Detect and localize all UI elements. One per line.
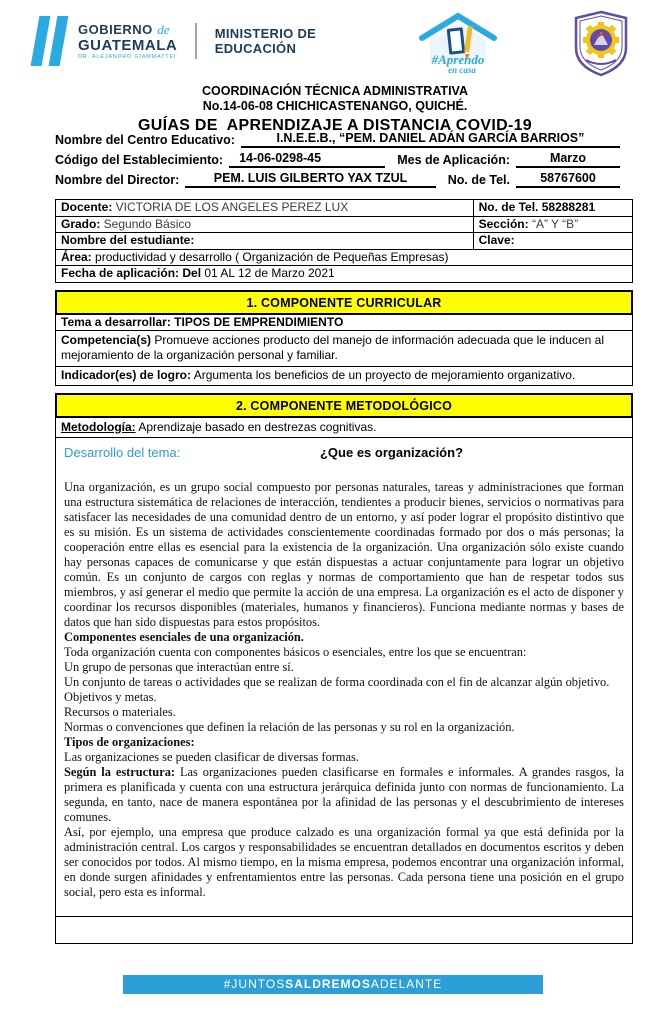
desarrollo-line [64, 446, 624, 460]
componentes-line: Objetivos y metas. [64, 689, 157, 704]
teacher-info-section [55, 199, 633, 283]
gobierno-word: GOBIERNO [78, 21, 153, 37]
coordination-title-line1: COORDINACIÓN TÉCNICA ADMINISTRATIVA [202, 84, 468, 98]
estructura-label: Según la estructura: [64, 764, 176, 779]
curricular-section [55, 315, 633, 386]
footer-bold: SALDREMOS [285, 977, 371, 991]
tel-value: 58288281 [538, 200, 596, 214]
codigo-label: Código del Establecimiento: [55, 153, 224, 167]
competencia-text: Promueve acciones producto del manejo de información adecuada que le inducen al mejoramiento de la organización personal y familiar. [61, 333, 604, 362]
section2-banner: 2. COMPONENTE METODOLÓGICO [55, 393, 633, 418]
title-block [0, 84, 670, 135]
seccion-value: “A” Y “B” [528, 216, 579, 231]
svg-text:en casa: en casa [448, 65, 476, 75]
section1-banner: 1. COMPONENTE CURRICULAR [55, 290, 633, 315]
desarrollo-label: Desarrollo del tema: [64, 445, 181, 460]
header-logos [35, 10, 642, 82]
school-shield-icon [570, 10, 632, 78]
estudiante-label: Nombre del estudiante: [61, 233, 195, 247]
centro-value: I.N.E.E.B., “PEM. DANIEL ADÁN GARCÍA BARRIOS” [241, 131, 620, 148]
table-row-area [56, 250, 632, 267]
table-row-indicador [56, 367, 632, 385]
area-label: Área: [61, 249, 92, 264]
footer-tail: ADELANTE [370, 977, 443, 991]
table-row-metodologia [56, 418, 632, 439]
centro-label: Nombre del Centro Educativo: [55, 133, 235, 147]
table-row-fecha [56, 266, 632, 282]
guatemala-flag-bars-icon [31, 16, 69, 66]
area-value: productividad y desarrollo ( Organización de Pequeñas Empresas) [91, 249, 449, 264]
school-crest-logo [570, 10, 632, 78]
tipos-line: Las organizaciones se pueden clasificar de diversas formas. [64, 749, 359, 764]
director-value: PEM. LUIS GILBERTO YAX TZUL [185, 171, 435, 188]
competencia-label: Competencia(s) [61, 333, 152, 347]
body-paragraph-1: Una organización, es un grupo social compuesto por personas naturales, tareas y administraciones que forman una estructura sistemática de relaciones de interacción, tendientes a producir bienes, servicios o normativas para satisfacer las necesidades de una comunidad dentro de un entorno, y así poder lograr el propósito distintivo que es su misión. Es un sistema de actividades conscientemente coordinadas formado por dos o más personas; la cooperación entre ellas es esencial para la existencia de la organización. Una organización sólo existe cuando hay personas capaces de comunicarse y que están dispuestas a actuar conjuntamente para lograr un objetivo común. Es un conjunto de cargos con reglas y normas de comportamiento que han de respetar todos sus miembros, y así generar el medio que permite la acción de una empresa. La organización es el acto de disponer y coordinar los recursos disponibles (materiales, humanos y financieros). Funciona mediante normas y bases de datos que han sido dispuestas para estos propósitos. [64, 479, 624, 629]
svg-text:#Aprendo: #Aprendo [431, 52, 485, 67]
aprendo-en-casa-logo [408, 10, 508, 76]
metodologia-text: Aprendizaje basado en destrezas cognitivas. [135, 419, 377, 434]
estructura-text: Las organizaciones pueden clasificarse en formales e informales. A grandes rasgos, la primera es planificada y cuenta con una estructura jerárquica definida junto con normas de funcionamiento. La segunda, en tanto, nace de manera espontánea por la afinidad de las personas y el descubrimiento de intereses comunes. [64, 764, 624, 824]
table-row-estudiante [56, 233, 632, 250]
guide-table [55, 199, 633, 944]
centro-educativo-row [55, 131, 620, 148]
codigo-mes-row [55, 151, 620, 168]
componentes-line: Toda organización cuenta con componentes básicos o esenciales, entre los que se encuentran: [64, 644, 527, 659]
metodologico-section [55, 418, 633, 945]
indicador-label: Indicador(es) de logro: [61, 368, 192, 382]
desarrollo-question: ¿Que es organización? [319, 445, 464, 460]
director-tel-row [55, 171, 620, 188]
tema-value: TIPOS DE EMPRENDIMIENTO [170, 314, 344, 329]
logo-divider [195, 23, 197, 59]
componentes-line: Normas o convenciones que definen la relación de las personas y su rol en la organización. [64, 719, 515, 734]
government-logo-text [78, 22, 177, 61]
coordination-title-line2: No.14-06-08 CHICHICASTENANGO, QUICHÉ. [202, 99, 468, 113]
grado-label: Grado: [61, 216, 101, 231]
codigo-value: 14-06-0298-45 [229, 151, 385, 168]
docente-value: VICTORIA DE LOS ANGELES PEREZ LUX [112, 200, 349, 214]
table-row-body [56, 438, 632, 917]
tel-director-value: 58767600 [516, 171, 620, 188]
mes-value: Marzo [516, 151, 620, 168]
table-row-competencia [56, 331, 632, 367]
indicador-text: Argumenta los beneficios de un proyecto de mejoramiento organizativo. [191, 368, 576, 382]
docente-label: Docente: [61, 200, 113, 214]
componentes-line: Recursos o materiales. [64, 704, 176, 719]
tema-label: Tema a desarrollar: [61, 314, 171, 329]
fecha-label: Fecha de aplicación: Del [61, 266, 202, 280]
guatemala-word: GUATEMALA [78, 36, 178, 54]
president-name: DR. ALEJANDRO GIAMMATTEI [78, 53, 177, 60]
metodologia-label: Metodología: [61, 419, 136, 434]
grado-value: Segundo Básico [100, 216, 192, 231]
government-logo [35, 10, 316, 66]
table-row-grado [56, 217, 632, 234]
footer-slogan-bar [123, 975, 543, 994]
ministry-label: MINISTERIO DE EDUCACIÓN [214, 26, 317, 56]
table-row-empty [56, 917, 632, 943]
seccion-label: Sección: [478, 216, 529, 231]
footer-hash: #JUNTOS [223, 977, 286, 991]
tel-director-label: No. de Tel. [447, 173, 510, 187]
table-row-docente [56, 200, 632, 217]
table-row-tema [56, 315, 632, 332]
fecha-value: 01 AL 12 de Marzo 2021 [201, 266, 335, 280]
page-title: GUÍAS DE APRENDIZAJE A DISTANCIA COVID-19 [138, 117, 532, 134]
componentes-heading: Componentes esenciales de una organización. [64, 629, 304, 644]
de-word: de [157, 21, 170, 37]
director-label: Nombre del Director: [55, 173, 180, 187]
componentes-line: Un conjunto de tareas o actividades que se realizan de forma coordinada con el fin de alcanzar algún objetivo. [64, 674, 610, 689]
mes-label: Mes de Aplicación: [397, 153, 510, 167]
clave-label: Clave: [478, 233, 515, 247]
school-info-form [55, 131, 620, 191]
house-book-pencil-icon [408, 10, 508, 76]
estructura-paragraph [64, 765, 624, 825]
componentes-line: Un grupo de personas que interactúan entre sí. [64, 659, 294, 674]
body-paragraph-final: Así, por ejemplo, una empresa que produce calzado es una organización formal ya que está definida por la administración central. Los cargos y responsabilidades se encuentran detallados en documentos escritos y deben ser conocidos por todos. Al mismo tiempo, en la misma empresa, podemos encontrar una organización informal, en donde surgen afinidades y enfrentamientos entre las personas. Cada persona tiene una posición en el grupo social, pero esta es informal. [64, 824, 624, 899]
tipos-heading: Tipos de organizaciones: [64, 734, 195, 749]
body-text [64, 480, 624, 900]
tel-label: No. de Tel. [478, 200, 539, 214]
